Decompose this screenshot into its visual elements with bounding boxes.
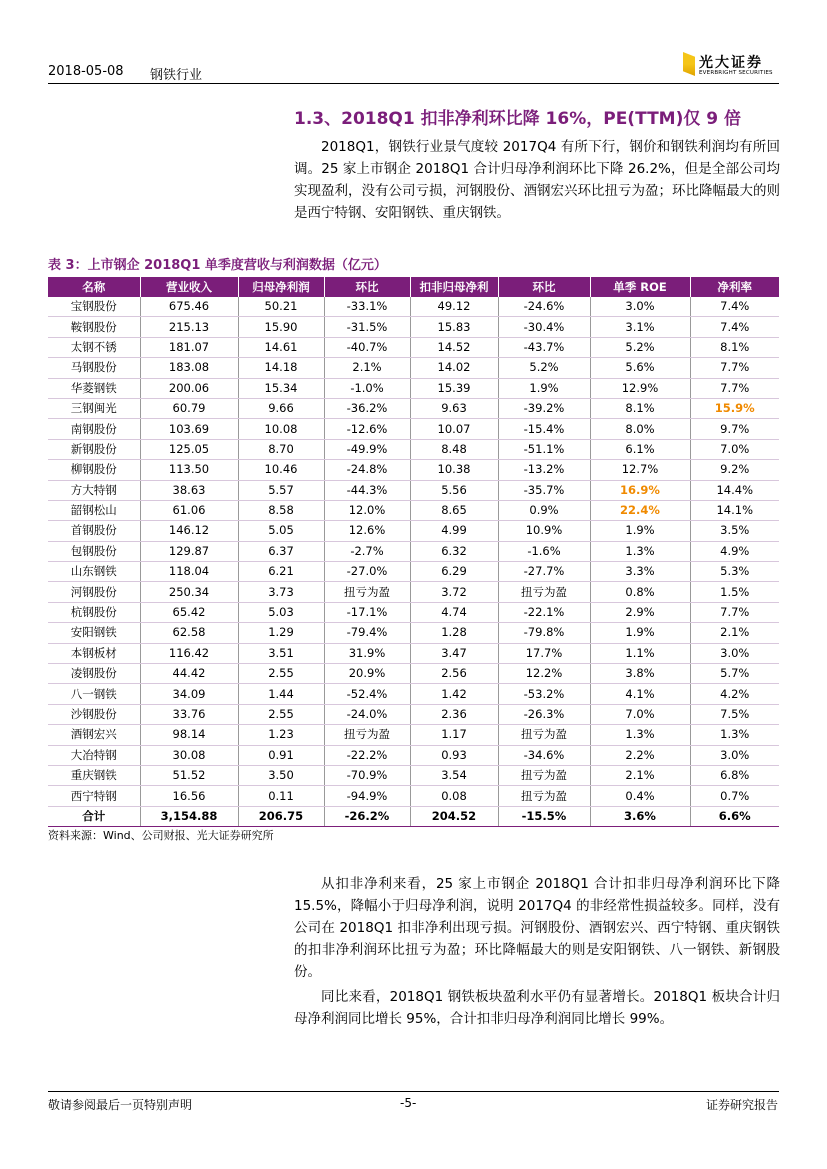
table-cell: 7.4%: [690, 297, 779, 317]
table-row: [48, 398, 779, 418]
company-name-cell: 八一钢铁: [48, 684, 140, 704]
table-cell: 3.0%: [590, 297, 690, 317]
table-cell: 7.7%: [690, 378, 779, 398]
table-cell: 3.0%: [690, 745, 779, 765]
table-cell: 2.36: [410, 704, 498, 724]
table-cell: 3.73: [238, 582, 324, 602]
table-cell: 8.0%: [590, 419, 690, 439]
table-cell: 4.1%: [590, 684, 690, 704]
table-cell: 17.7%: [498, 643, 590, 663]
table-cell: 5.2%: [590, 337, 690, 357]
column-header: 单季 ROE: [590, 277, 690, 297]
table-cell: 3.51: [238, 643, 324, 663]
table-cell: 7.0%: [690, 439, 779, 459]
company-name-cell: 南钢股份: [48, 419, 140, 439]
column-header: 营业收入: [140, 277, 238, 297]
table-cell: 103.69: [140, 419, 238, 439]
table-cell: -43.7%: [498, 337, 590, 357]
table-cell: 3.47: [410, 643, 498, 663]
table-cell: 5.7%: [690, 664, 779, 684]
table-cell: 7.0%: [590, 704, 690, 724]
table-cell: 0.9%: [498, 500, 590, 520]
table-cell: 扭亏为盈: [498, 765, 590, 785]
table-cell: 4.2%: [690, 684, 779, 704]
table-row: [48, 460, 779, 480]
table-cell: 1.17: [410, 725, 498, 745]
table-cell: -52.4%: [324, 684, 410, 704]
table-cell: -49.9%: [324, 439, 410, 459]
company-name-cell: 凌钢股份: [48, 664, 140, 684]
table-cell: 60.79: [140, 398, 238, 418]
table-cell: 12.7%: [590, 460, 690, 480]
table-row: [48, 725, 779, 745]
table-cell: 扭亏为盈: [498, 725, 590, 745]
table-cell: -2.7%: [324, 541, 410, 561]
table-cell: 0.7%: [690, 786, 779, 806]
table-cell: 2.55: [238, 664, 324, 684]
table-cell: 12.0%: [324, 500, 410, 520]
total-cell: 3,154.88: [140, 806, 238, 826]
table-title: 表 3：上市钢企 2018Q1 单季度营收与利润数据（亿元）: [48, 258, 387, 273]
table-cell: -26.3%: [498, 704, 590, 724]
table-cell: 3.50: [238, 765, 324, 785]
footer-divider: [48, 1091, 779, 1092]
logo-mark-icon: [683, 52, 695, 76]
table-cell: 14.02: [410, 358, 498, 378]
table-cell: 1.9%: [590, 623, 690, 643]
table-cell: 14.52: [410, 337, 498, 357]
table-cell: 7.7%: [690, 602, 779, 622]
table-cell: 1.9%: [590, 521, 690, 541]
table-cell: -17.1%: [324, 602, 410, 622]
table-row: [48, 500, 779, 520]
company-name-cell: 马钢股份: [48, 358, 140, 378]
table-cell: 51.52: [140, 765, 238, 785]
table-cell: 0.11: [238, 786, 324, 806]
table-cell: 20.9%: [324, 664, 410, 684]
table-cell: 3.0%: [690, 643, 779, 663]
table-cell: 5.03: [238, 602, 324, 622]
table-cell: 98.14: [140, 725, 238, 745]
company-name-cell: 沙钢股份: [48, 704, 140, 724]
table-cell: 5.05: [238, 521, 324, 541]
table-row: [48, 643, 779, 663]
table-cell: 8.1%: [590, 398, 690, 418]
company-name-cell: 三钢闽光: [48, 398, 140, 418]
table-cell: 113.50: [140, 460, 238, 480]
table-row: [48, 765, 779, 785]
table-cell: 8.65: [410, 500, 498, 520]
company-name-cell: 鞍钢股份: [48, 317, 140, 337]
table-cell: -1.0%: [324, 378, 410, 398]
table-cell: -12.6%: [324, 419, 410, 439]
table-cell: 200.06: [140, 378, 238, 398]
table-cell: -51.1%: [498, 439, 590, 459]
table-cell: 16.56: [140, 786, 238, 806]
company-name-cell: 柳钢股份: [48, 460, 140, 480]
table-cell: 9.66: [238, 398, 324, 418]
page-number: -5-: [400, 1096, 417, 1110]
table-cell: 44.42: [140, 664, 238, 684]
total-cell: -15.5%: [498, 806, 590, 826]
table-cell: 181.07: [140, 337, 238, 357]
table-cell: 5.3%: [690, 562, 779, 582]
total-cell: 3.6%: [590, 806, 690, 826]
table-cell: -22.1%: [498, 602, 590, 622]
table-cell: -22.2%: [324, 745, 410, 765]
table-cell: 7.5%: [690, 704, 779, 724]
table-cell: -15.4%: [498, 419, 590, 439]
table-row: [48, 480, 779, 500]
table-cell: 3.72: [410, 582, 498, 602]
table-cell: 1.29: [238, 623, 324, 643]
table-cell: 10.9%: [498, 521, 590, 541]
company-name-cell: 包钢股份: [48, 541, 140, 561]
company-name-cell: 华菱钢铁: [48, 378, 140, 398]
table-cell: 5.2%: [498, 358, 590, 378]
table-cell: -27.0%: [324, 562, 410, 582]
column-header: 环比: [324, 277, 410, 297]
table-cell: 9.63: [410, 398, 498, 418]
table-cell: 3.54: [410, 765, 498, 785]
table-cell: -79.8%: [498, 623, 590, 643]
table-cell: 7.4%: [690, 317, 779, 337]
table-row: [48, 582, 779, 602]
table-cell: 7.7%: [690, 358, 779, 378]
table-cell: 1.44: [238, 684, 324, 704]
paragraph-1: 2018Q1，钢铁行业景气度较 2017Q4 有所下行，钢价和钢铁利润均有所回调。25 家上市钢企 2018Q1 合计归母净利润环比下降 26.2%，但是全部公司均实现盈利，没有公司亏损，河钢股份、酒钢宏兴环比扭亏为盈；环比降幅最大的则是西宁特钢、安阳钢铁、重庆钢铁。: [294, 139, 780, 221]
table-cell: 30.08: [140, 745, 238, 765]
table-cell: 6.37: [238, 541, 324, 561]
table-cell: 3.5%: [690, 521, 779, 541]
table-cell: 14.1%: [690, 500, 779, 520]
column-header: 环比: [498, 277, 590, 297]
table-cell: 15.83: [410, 317, 498, 337]
table-cell: -24.8%: [324, 460, 410, 480]
total-cell: 6.6%: [690, 806, 779, 826]
table-cell: 65.42: [140, 602, 238, 622]
column-header: 净利率: [690, 277, 779, 297]
table-cell: 8.58: [238, 500, 324, 520]
table-cell: 9.2%: [690, 460, 779, 480]
table-row: [48, 419, 779, 439]
table-row: [48, 562, 779, 582]
table-cell: 1.1%: [590, 643, 690, 663]
table-cell: 14.18: [238, 358, 324, 378]
table-cell: -31.5%: [324, 317, 410, 337]
section-title: 1.3、2018Q1 扣非净利环比降 16%，PE(TTM)仅 9 倍: [294, 109, 742, 129]
table-cell: 61.06: [140, 500, 238, 520]
table-cell: -24.6%: [498, 297, 590, 317]
table-row: [48, 745, 779, 765]
table-cell: 49.12: [410, 297, 498, 317]
table-cell: 扭亏为盈: [324, 582, 410, 602]
company-name-cell: 新钢股份: [48, 439, 140, 459]
table-cell: 0.91: [238, 745, 324, 765]
page-header: [48, 58, 779, 84]
table-row: [48, 623, 779, 643]
data-table: [48, 277, 779, 827]
table-cell: -44.3%: [324, 480, 410, 500]
table-row: [48, 297, 779, 317]
table-cell: -34.6%: [498, 745, 590, 765]
table-cell: 15.9%: [690, 398, 779, 418]
table-cell: 8.48: [410, 439, 498, 459]
table-cell: 0.4%: [590, 786, 690, 806]
logo-text-en: EVERBRIGHT SECURITIES: [699, 70, 773, 76]
table-cell: 15.39: [410, 378, 498, 398]
table-cell: -70.9%: [324, 765, 410, 785]
paragraph-3: 同比来看，2018Q1 钢铁板块盈利水平仍有显著增长。2018Q1 板块合计归母净利润同比增长 95%，合计扣非归母净利润同比增长 99%。: [294, 989, 780, 1027]
table-cell: 6.29: [410, 562, 498, 582]
table-cell: 6.21: [238, 562, 324, 582]
table-row: [48, 664, 779, 684]
table-cell: 38.63: [140, 480, 238, 500]
table-cell: 12.9%: [590, 378, 690, 398]
company-name-cell: 酒钢宏兴: [48, 725, 140, 745]
total-cell: -26.2%: [324, 806, 410, 826]
table-cell: 15.90: [238, 317, 324, 337]
table-cell: 2.2%: [590, 745, 690, 765]
disclaimer-note: 敬请参阅最后一页特别声明: [48, 1098, 193, 1112]
table-cell: -33.1%: [324, 297, 410, 317]
table-cell: 12.2%: [498, 664, 590, 684]
table-cell: 146.12: [140, 521, 238, 541]
table-cell: 15.34: [238, 378, 324, 398]
company-name-cell: 本钢板材: [48, 643, 140, 663]
table-row: [48, 704, 779, 724]
table-cell: 扭亏为盈: [324, 725, 410, 745]
table-cell: 183.08: [140, 358, 238, 378]
table-cell: 2.55: [238, 704, 324, 724]
company-name-cell: 太钢不锈: [48, 337, 140, 357]
table-cell: 2.9%: [590, 602, 690, 622]
total-cell: 合计: [48, 806, 140, 826]
table-cell: 118.04: [140, 562, 238, 582]
table-cell: 1.23: [238, 725, 324, 745]
company-name-cell: 首钢股份: [48, 521, 140, 541]
table-cell: 250.34: [140, 582, 238, 602]
industry-label: 钢铁行业: [150, 68, 203, 83]
column-header: 归母净利润: [238, 277, 324, 297]
table-row: [48, 378, 779, 398]
company-name-cell: 西宁特钢: [48, 786, 140, 806]
table-cell: 扭亏为盈: [498, 786, 590, 806]
table-cell: -40.7%: [324, 337, 410, 357]
table-cell: 3.8%: [590, 664, 690, 684]
table-cell: 2.56: [410, 664, 498, 684]
table-cell: -39.2%: [498, 398, 590, 418]
company-name-cell: 重庆钢铁: [48, 765, 140, 785]
total-cell: 204.52: [410, 806, 498, 826]
table-row: [48, 521, 779, 541]
column-header: 扣非归母净利: [410, 277, 498, 297]
table-cell: 1.3%: [690, 725, 779, 745]
table-row: [48, 317, 779, 337]
table-cell: 0.8%: [590, 582, 690, 602]
table-cell: -94.9%: [324, 786, 410, 806]
table-row: [48, 358, 779, 378]
column-header: 名称: [48, 277, 140, 297]
table-cell: 4.99: [410, 521, 498, 541]
paragraph-2: 从扣非净利来看，25 家上市钢企 2018Q1 合计扣非归母净利润环比下降 15.5%，降幅小于归母净利润，说明 2017Q4 的非经常性损益较多。同样，没有公司在 2018Q1 扣非净利出现亏损。河钢股份、酒钢宏兴、西宁特钢、重庆钢铁的扣非净利润环比扭亏为盈；环比降幅最大的则是安阳钢铁、八一钢铁、新钢股份。: [294, 876, 780, 980]
table-row: [48, 337, 779, 357]
company-name-cell: 宝钢股份: [48, 297, 140, 317]
table-cell: 1.3%: [590, 541, 690, 561]
table-cell: -13.2%: [498, 460, 590, 480]
table-cell: -35.7%: [498, 480, 590, 500]
table-cell: 22.4%: [590, 500, 690, 520]
table-row: [48, 439, 779, 459]
logo-text-cn: 光大证券: [699, 55, 763, 71]
table-cell: 4.9%: [690, 541, 779, 561]
table-cell: 2.1%: [324, 358, 410, 378]
table-cell: 675.46: [140, 297, 238, 317]
table-cell: 1.28: [410, 623, 498, 643]
table-cell: 2.1%: [590, 765, 690, 785]
table-cell: 31.9%: [324, 643, 410, 663]
company-name-cell: 韶钢松山: [48, 500, 140, 520]
table-cell: 6.32: [410, 541, 498, 561]
table-cell: 14.61: [238, 337, 324, 357]
table-cell: 215.13: [140, 317, 238, 337]
table-cell: 1.3%: [590, 725, 690, 745]
table-cell: 10.38: [410, 460, 498, 480]
table-cell: 9.7%: [690, 419, 779, 439]
table-cell: 8.70: [238, 439, 324, 459]
table-cell: 1.42: [410, 684, 498, 704]
table-cell: 4.74: [410, 602, 498, 622]
table-cell: 5.56: [410, 480, 498, 500]
table-cell: 10.08: [238, 419, 324, 439]
table-cell: -30.4%: [498, 317, 590, 337]
table-cell: 12.6%: [324, 521, 410, 541]
table-cell: -1.6%: [498, 541, 590, 561]
table-cell: 6.8%: [690, 765, 779, 785]
table-row: [48, 786, 779, 806]
table-cell: 2.1%: [690, 623, 779, 643]
table-cell: -79.4%: [324, 623, 410, 643]
table-cell: 50.21: [238, 297, 324, 317]
table-cell: 33.76: [140, 704, 238, 724]
table-cell: 125.05: [140, 439, 238, 459]
header-divider: [48, 83, 779, 84]
report-type: 证券研究报告: [706, 1098, 779, 1112]
table-cell: 8.1%: [690, 337, 779, 357]
table-cell: 0.93: [410, 745, 498, 765]
company-name-cell: 杭钢股份: [48, 602, 140, 622]
table-cell: 5.6%: [590, 358, 690, 378]
table-cell: -36.2%: [324, 398, 410, 418]
table-row: [48, 602, 779, 622]
table-cell: 16.9%: [590, 480, 690, 500]
table-cell: 14.4%: [690, 480, 779, 500]
table-cell: 5.57: [238, 480, 324, 500]
table-cell: -53.2%: [498, 684, 590, 704]
table-cell: 62.58: [140, 623, 238, 643]
table-row: [48, 541, 779, 561]
table-cell: 3.1%: [590, 317, 690, 337]
company-name-cell: 大冶特钢: [48, 745, 140, 765]
table-cell: -24.0%: [324, 704, 410, 724]
table-cell: 1.9%: [498, 378, 590, 398]
table-cell: 6.1%: [590, 439, 690, 459]
table-cell: -27.7%: [498, 562, 590, 582]
table-cell: 34.09: [140, 684, 238, 704]
table-cell: 0.08: [410, 786, 498, 806]
table-cell: 1.5%: [690, 582, 779, 602]
table-source: 资料来源：Wind、公司财报、光大证券研究所: [48, 829, 274, 842]
report-date: 2018-05-08: [48, 64, 124, 79]
total-cell: 206.75: [238, 806, 324, 826]
table-cell: 10.46: [238, 460, 324, 480]
company-logo: [683, 50, 779, 80]
company-name-cell: 安阳钢铁: [48, 623, 140, 643]
table-cell: 10.07: [410, 419, 498, 439]
company-name-cell: 方大特钢: [48, 480, 140, 500]
table-cell: 116.42: [140, 643, 238, 663]
company-name-cell: 山东钢铁: [48, 562, 140, 582]
table-row: [48, 684, 779, 704]
table-header-row: [48, 277, 779, 297]
table-cell: 3.3%: [590, 562, 690, 582]
company-name-cell: 河钢股份: [48, 582, 140, 602]
table-total-row: [48, 806, 779, 826]
table-cell: 扭亏为盈: [498, 582, 590, 602]
table-cell: 129.87: [140, 541, 238, 561]
